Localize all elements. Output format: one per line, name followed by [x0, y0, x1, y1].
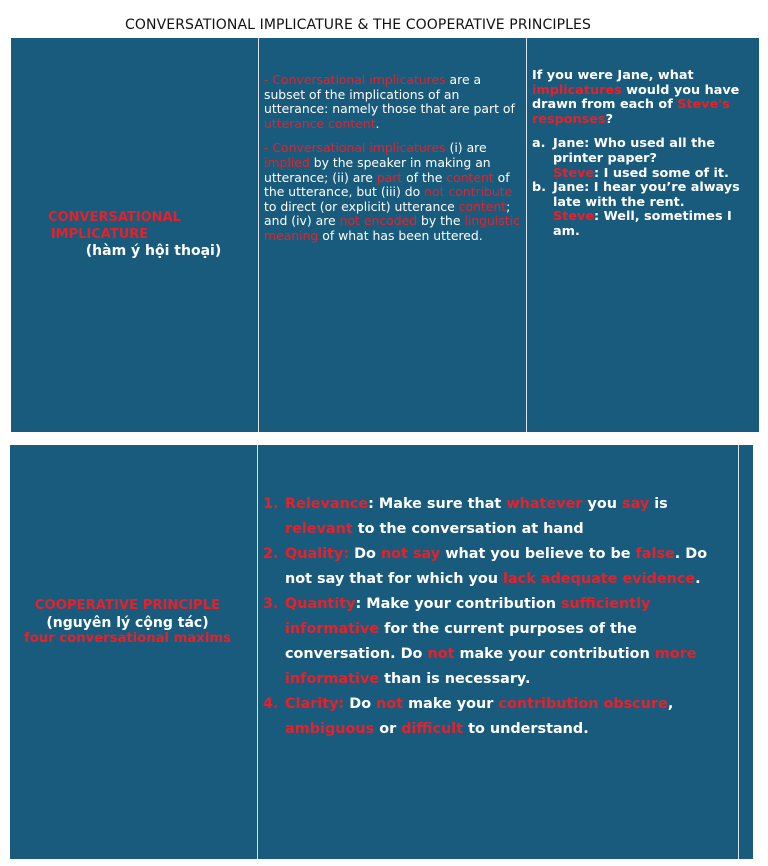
maxim-quality: 2. Quality: Do not say what you believe to be false. Do not say that for which you lack adequate evidence. — [263, 546, 708, 587]
definition-2: - Conversational implicatures (i) are implied by the speaker in making an utterance; (ii) are part of the content of the utterance, but (iii) do not contribute to direct (or explicit) utterance content; and (iv) are not encoded by the linguistic meaning of what has been uttered. — [264, 140, 520, 243]
label-vietnamese: (hàm ý hội thoại) — [85, 243, 222, 259]
quiz-jane-line: Jane: Who used all the printer paper? — [553, 136, 716, 166]
quiz-item-marker: a. — [532, 136, 546, 152]
implicature-panel — [11, 38, 759, 432]
maxim-relevance: 1. Relevance: Make sure that whatever you say is relevant to the conversation at hand — [263, 496, 668, 537]
implicature-definitions — [264, 73, 522, 244]
quiz-item — [532, 137, 754, 181]
definitions-cell — [259, 38, 526, 432]
cooperative-label — [10, 598, 245, 648]
quiz-jane-line: Jane: I hear you’re always late with the rent. — [553, 180, 740, 210]
implicature-label — [11, 209, 258, 260]
maxims-cell — [258, 445, 738, 859]
implicature-label-cell — [11, 38, 258, 432]
quiz-cell — [527, 38, 759, 432]
empty-cell — [739, 445, 753, 859]
quiz-question: If you were Jane, what implicatures would you have drawn from each of Steve's responses? — [532, 68, 740, 127]
quiz-items — [532, 137, 754, 239]
maxim-clarity: 4. Clarity: Do not make your contribution obscure, ambiguous or difficult to understand. — [263, 696, 674, 737]
quiz-steve-line: Steve: I used some of it. — [553, 165, 729, 181]
cooperative-label-cell — [10, 445, 257, 859]
label-vietnamese: (nguyên lý cộng tác) — [46, 614, 209, 631]
cooperative-panel — [10, 445, 753, 859]
maxim-quantity: 3. Quantity: Make your contribution sufficiently informative for the current purposes of the conversation. Do not make your contribution more informative than is necessary. — [263, 596, 697, 687]
quiz-steve-line: Steve: Well, sometimes I am. — [553, 209, 732, 239]
implicature-quiz — [532, 69, 754, 240]
page-title: CONVERSATIONAL IMPLICATURE & THE COOPERATIVE PRINCIPLES — [125, 17, 591, 33]
label-four-maxims: four conversational maxims — [24, 631, 231, 647]
quiz-item — [532, 181, 754, 239]
label-implicature: IMPLICATURE — [50, 227, 149, 242]
quiz-item-marker: b. — [532, 180, 547, 196]
definition-1: - Conversational implicatures are a subset of the implications of an utterance: namely those that are part of utterance content. — [264, 72, 515, 131]
label-cooperative-principle: COOPERATIVE PRINCIPLE — [34, 598, 221, 613]
label-conversational: CONVERSATIONAL — [48, 210, 181, 225]
maxims-list — [263, 492, 728, 742]
